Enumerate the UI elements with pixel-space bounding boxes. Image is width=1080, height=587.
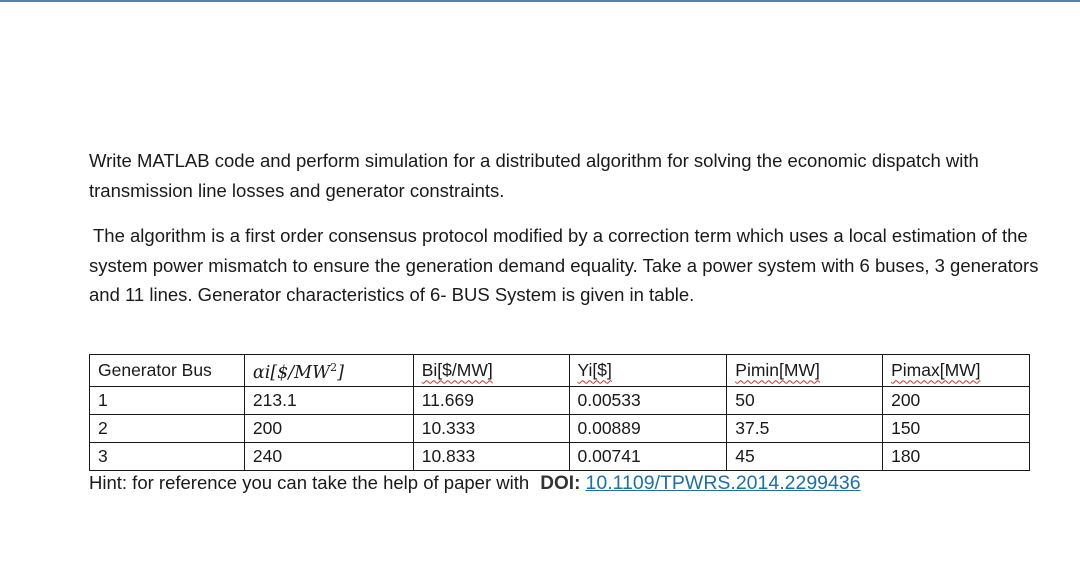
header-alpha-symbol: αi[$/MW xyxy=(252,362,331,383)
cell-bus: 3 xyxy=(90,442,245,470)
header-alpha-close: ] xyxy=(337,362,344,383)
cell-pmax: 150 xyxy=(883,414,1030,442)
problem-statement xyxy=(89,146,1039,310)
cell-beta: 10.833 xyxy=(413,442,569,470)
cell-pmin: 45 xyxy=(727,442,883,470)
cell-gamma: 0.00889 xyxy=(569,414,727,442)
cell-alpha: 240 xyxy=(244,442,413,470)
header-pmin-text: Pimin[MW] xyxy=(735,360,820,381)
paragraph-task: Write MATLAB code and perform simulation for a distributed algorithm for solving the economic dispatch with transmission line losses and generator constraints. xyxy=(89,150,979,201)
table-row xyxy=(90,414,1030,442)
paragraph-algorithm: The algorithm is a first order consensus protocol modified by a correction term which uses a local estimation of the system power mismatch to ensure the generation demand equality. Take a power system with 6 buses, 3 generators and 11 lines. Generator characteristics of 6- BUS System is given in table. xyxy=(89,225,1039,305)
cell-bus: 1 xyxy=(90,386,245,414)
doi-link[interactable]: 10.1109/TPWRS.2014.2299436 xyxy=(585,472,861,494)
cell-alpha: 213.1 xyxy=(244,386,413,414)
cell-gamma: 0.00741 xyxy=(569,442,727,470)
doi-label: DOI: xyxy=(540,473,581,494)
cell-gamma: 0.00533 xyxy=(569,386,727,414)
cell-pmin: 37.5 xyxy=(727,414,883,442)
cell-pmax: 200 xyxy=(883,386,1030,414)
cell-beta: 10.333 xyxy=(413,414,569,442)
header-beta-text: Bi[$/MW] xyxy=(421,360,493,381)
table-row xyxy=(90,386,1030,414)
header-alpha-exponent: 2 xyxy=(330,361,338,374)
top-border-rule xyxy=(0,0,1080,2)
cell-pmax: 180 xyxy=(883,442,1030,470)
cell-bus: 2 xyxy=(90,414,245,442)
cell-beta: 11.669 xyxy=(413,386,569,414)
header-gamma xyxy=(569,355,727,387)
hint-text: Hint: for reference you can take the help of paper with xyxy=(89,472,530,493)
header-pmax-text: Pimax[MW] xyxy=(891,360,981,381)
cell-pmin: 50 xyxy=(727,386,883,414)
header-pmax xyxy=(883,355,1030,387)
header-generator-bus: Generator Bus xyxy=(90,355,245,387)
hint-line xyxy=(89,469,861,498)
header-pmin xyxy=(727,355,883,387)
header-beta xyxy=(413,355,569,387)
table-row xyxy=(90,442,1030,470)
header-gamma-text: Yi[$] xyxy=(577,360,612,381)
cell-alpha: 200 xyxy=(244,414,413,442)
table-header-row xyxy=(90,355,1030,387)
header-alpha xyxy=(244,355,413,387)
generator-characteristics-table xyxy=(89,354,1030,471)
